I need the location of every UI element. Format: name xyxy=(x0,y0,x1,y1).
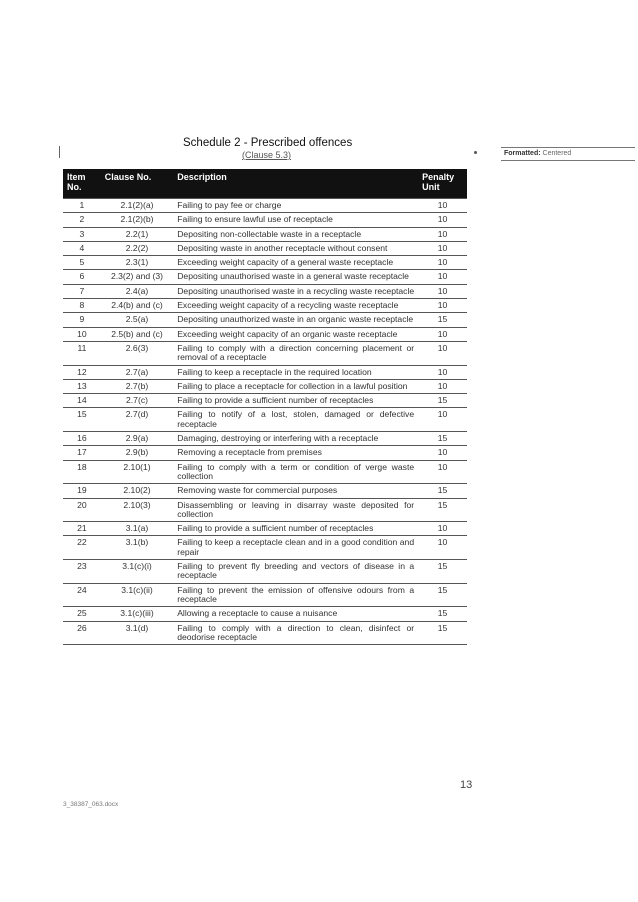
cell-penalty-unit: 10 xyxy=(418,327,467,341)
cell-penalty-unit: 10 xyxy=(418,256,467,270)
cell-clause-no: 3.1(d) xyxy=(101,621,173,645)
cell-item-no: 18 xyxy=(63,460,101,484)
cell-penalty-unit: 15 xyxy=(418,607,467,621)
cell-clause-no: 3.1(c)(iii) xyxy=(101,607,173,621)
margin-change-bar xyxy=(59,146,60,158)
cell-clause-no: 3.1(a) xyxy=(101,522,173,536)
cell-penalty-unit: 15 xyxy=(418,498,467,522)
cell-penalty-unit: 15 xyxy=(418,432,467,446)
cell-description: Exceeding weight capacity of a recycling waste receptacle xyxy=(173,299,418,313)
clause-reference: (Clause 5.3) xyxy=(242,150,292,160)
cell-penalty-unit: 10 xyxy=(418,460,467,484)
cell-description: Failing to comply with a term or condition of verge waste collection xyxy=(173,460,418,484)
cell-description: Failing to comply with a direction concerning placement or removal of a receptacle xyxy=(173,341,418,365)
formatted-value: Centered xyxy=(542,150,572,157)
cell-penalty-unit: 10 xyxy=(418,199,467,213)
cell-description: Failing to comply with a direction to clean, disinfect or deodorise receptacle xyxy=(173,621,418,645)
formatted-label: Formatted: xyxy=(504,150,541,157)
table-row xyxy=(63,432,467,446)
cell-description: Depositing unauthorised waste in a recycling waste receptacle xyxy=(173,284,418,298)
table-row xyxy=(63,365,467,379)
cell-item-no: 23 xyxy=(63,560,101,584)
table-header-row xyxy=(63,169,467,199)
table-row xyxy=(63,256,467,270)
table-row xyxy=(63,313,467,327)
table-row xyxy=(63,583,467,607)
table-row xyxy=(63,327,467,341)
cell-penalty-unit: 10 xyxy=(418,522,467,536)
cell-penalty-unit: 10 xyxy=(418,299,467,313)
cell-clause-no: 2.3(2) and (3) xyxy=(101,270,173,284)
table-row xyxy=(63,379,467,393)
cell-clause-no: 2.7(d) xyxy=(101,408,173,432)
table-row xyxy=(63,536,467,560)
cell-clause-no: 2.7(a) xyxy=(101,365,173,379)
cell-penalty-unit: 10 xyxy=(418,227,467,241)
table-row xyxy=(63,446,467,460)
table-row xyxy=(63,227,467,241)
cell-description: Depositing non-collectable waste in a receptacle xyxy=(173,227,418,241)
table-row xyxy=(63,498,467,522)
cell-clause-no: 2.7(c) xyxy=(101,394,173,408)
cell-item-no: 11 xyxy=(63,341,101,365)
cell-penalty-unit: 10 xyxy=(418,284,467,298)
cell-clause-no: 3.1(b) xyxy=(101,536,173,560)
cell-item-no: 25 xyxy=(63,607,101,621)
cell-description: Failing to notify of a lost, stolen, damaged or defective receptacle xyxy=(173,408,418,432)
footer-filename: 3_38387_063.docx xyxy=(63,801,119,808)
cell-item-no: 24 xyxy=(63,583,101,607)
cell-description: Exceeding weight capacity of an organic waste receptacle xyxy=(173,327,418,341)
table-row xyxy=(63,213,467,227)
cell-description: Failing to provide a sufficient number of receptacles xyxy=(173,394,418,408)
header-clause-no: Clause No. xyxy=(101,169,173,199)
cell-description: Exceeding weight capacity of a general waste receptacle xyxy=(173,256,418,270)
table-row xyxy=(63,199,467,213)
formatting-balloon-bottom-border xyxy=(501,160,635,161)
cell-penalty-unit: 15 xyxy=(418,394,467,408)
cell-penalty-unit: 15 xyxy=(418,313,467,327)
cell-clause-no: 2.4(b) and (c) xyxy=(101,299,173,313)
table-row xyxy=(63,460,467,484)
cell-penalty-unit: 10 xyxy=(418,446,467,460)
cell-penalty-unit: 10 xyxy=(418,270,467,284)
cell-penalty-unit: 10 xyxy=(418,341,467,365)
cell-description: Failing to keep a receptacle clean and in a good condition and repair xyxy=(173,536,418,560)
comment-anchor-icon xyxy=(474,151,477,154)
cell-item-no: 9 xyxy=(63,313,101,327)
cell-clause-no: 2.7(b) xyxy=(101,379,173,393)
table-row xyxy=(63,522,467,536)
cell-item-no: 2 xyxy=(63,213,101,227)
cell-penalty-unit: 15 xyxy=(418,560,467,584)
cell-clause-no: 2.1(2)(a) xyxy=(101,199,173,213)
schedule-title: Schedule 2 - Prescribed offences xyxy=(183,137,353,149)
header-penalty-unit: Penalty Unit xyxy=(418,169,467,199)
cell-clause-no: 2.1(2)(b) xyxy=(101,213,173,227)
table-row xyxy=(63,394,467,408)
cell-description: Removing a receptacle from premises xyxy=(173,446,418,460)
cell-clause-no: 2.10(2) xyxy=(101,484,173,498)
cell-item-no: 3 xyxy=(63,227,101,241)
cell-description: Failing to prevent the emission of offensive odours from a receptacle xyxy=(173,583,418,607)
cell-item-no: 8 xyxy=(63,299,101,313)
table-row xyxy=(63,341,467,365)
cell-penalty-unit: 15 xyxy=(418,583,467,607)
cell-item-no: 15 xyxy=(63,408,101,432)
cell-penalty-unit: 10 xyxy=(418,213,467,227)
cell-description: Depositing unauthorised waste in a general waste receptacle xyxy=(173,270,418,284)
cell-clause-no: 2.4(a) xyxy=(101,284,173,298)
cell-item-no: 4 xyxy=(63,241,101,255)
cell-clause-no: 2.3(1) xyxy=(101,256,173,270)
cell-item-no: 12 xyxy=(63,365,101,379)
page-number: 13 xyxy=(460,779,473,791)
cell-clause-no: 2.10(1) xyxy=(101,460,173,484)
cell-penalty-unit: 10 xyxy=(418,536,467,560)
table-row xyxy=(63,621,467,645)
cell-clause-no: 2.6(3) xyxy=(101,341,173,365)
cell-penalty-unit: 10 xyxy=(418,365,467,379)
cell-item-no: 1 xyxy=(63,199,101,213)
cell-penalty-unit: 15 xyxy=(418,621,467,645)
cell-description: Failing to prevent fly breeding and vectors of disease in a receptacle xyxy=(173,560,418,584)
table-row xyxy=(63,607,467,621)
cell-penalty-unit: 15 xyxy=(418,484,467,498)
cell-description: Failing to provide a sufficient number of receptacles xyxy=(173,522,418,536)
cell-description: Disassembling or leaving in disarray waste deposited for collection xyxy=(173,498,418,522)
cell-description: Failing to place a receptacle for collection in a lawful position xyxy=(173,379,418,393)
cell-description: Failing to pay fee or charge xyxy=(173,199,418,213)
cell-penalty-unit: 10 xyxy=(418,379,467,393)
formatting-balloon-top-border xyxy=(501,147,635,148)
cell-clause-no: 2.9(b) xyxy=(101,446,173,460)
header-item-no: Item No. xyxy=(63,169,101,199)
header-description: Description xyxy=(173,169,418,199)
cell-item-no: 20 xyxy=(63,498,101,522)
cell-description: Damaging, destroying or interfering with a receptacle xyxy=(173,432,418,446)
cell-item-no: 13 xyxy=(63,379,101,393)
cell-description: Removing waste for commercial purposes xyxy=(173,484,418,498)
cell-clause-no: 2.5(a) xyxy=(101,313,173,327)
offences-table xyxy=(63,169,467,645)
cell-description: Failing to ensure lawful use of receptacle xyxy=(173,213,418,227)
table-row xyxy=(63,484,467,498)
table-row xyxy=(63,408,467,432)
cell-item-no: 16 xyxy=(63,432,101,446)
cell-item-no: 6 xyxy=(63,270,101,284)
cell-description: Allowing a receptacle to cause a nuisance xyxy=(173,607,418,621)
cell-description: Depositing unauthorized waste in an organic waste receptacle xyxy=(173,313,418,327)
formatting-balloon[interactable] xyxy=(504,150,571,157)
cell-item-no: 21 xyxy=(63,522,101,536)
table-row xyxy=(63,284,467,298)
cell-item-no: 22 xyxy=(63,536,101,560)
cell-item-no: 10 xyxy=(63,327,101,341)
cell-item-no: 19 xyxy=(63,484,101,498)
cell-clause-no: 2.2(2) xyxy=(101,241,173,255)
table-row xyxy=(63,299,467,313)
cell-clause-no: 2.9(a) xyxy=(101,432,173,446)
cell-item-no: 14 xyxy=(63,394,101,408)
cell-clause-no: 2.5(b) and (c) xyxy=(101,327,173,341)
cell-item-no: 5 xyxy=(63,256,101,270)
cell-clause-no: 2.2(1) xyxy=(101,227,173,241)
cell-clause-no: 2.10(3) xyxy=(101,498,173,522)
cell-penalty-unit: 10 xyxy=(418,408,467,432)
table-row xyxy=(63,241,467,255)
cell-item-no: 26 xyxy=(63,621,101,645)
cell-description: Failing to keep a receptacle in the required location xyxy=(173,365,418,379)
cell-description: Depositing waste in another receptacle without consent xyxy=(173,241,418,255)
cell-clause-no: 3.1(c)(i) xyxy=(101,560,173,584)
cell-clause-no: 3.1(c)(ii) xyxy=(101,583,173,607)
cell-penalty-unit: 10 xyxy=(418,241,467,255)
table-row xyxy=(63,270,467,284)
cell-item-no: 17 xyxy=(63,446,101,460)
cell-item-no: 7 xyxy=(63,284,101,298)
table-row xyxy=(63,560,467,584)
